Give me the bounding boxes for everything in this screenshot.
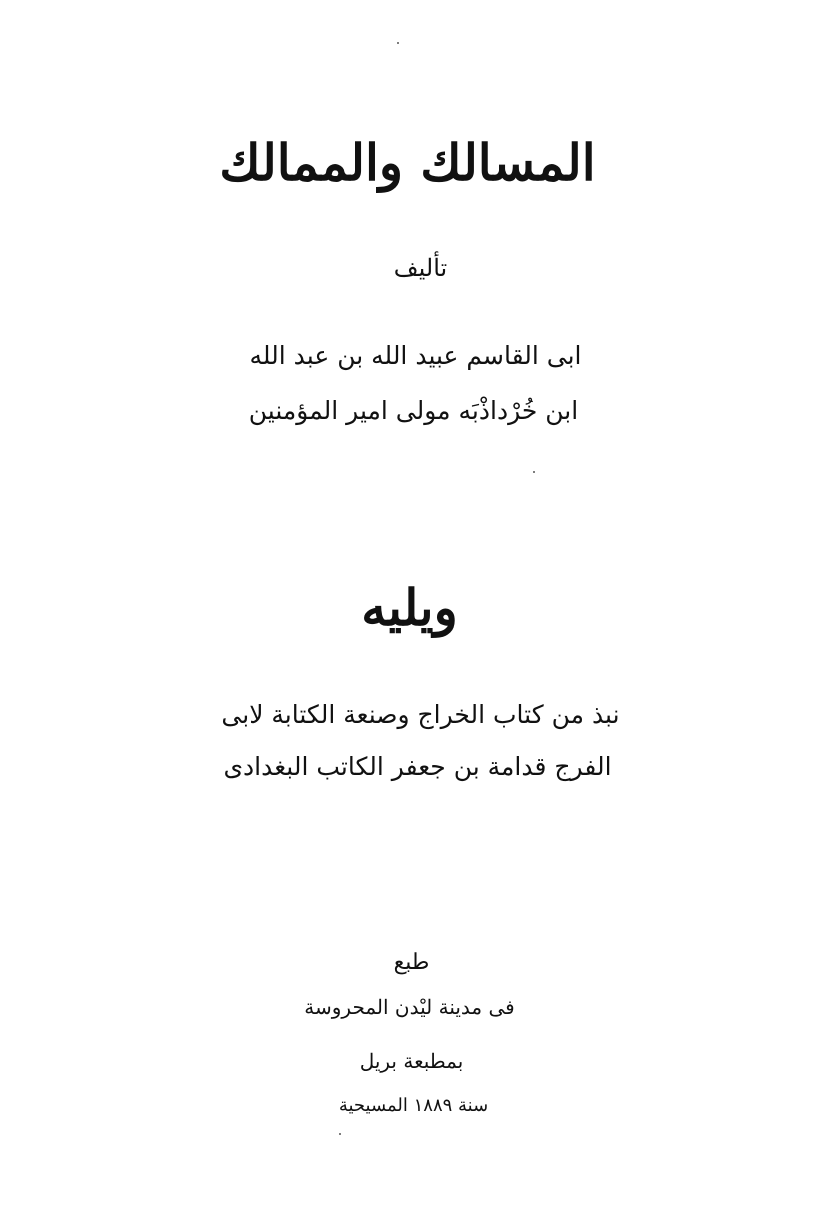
author-name-line-1: ابى القاسم عبيد الله بن عبد الله: [249, 341, 582, 370]
print-speck: [339, 1133, 341, 1135]
print-speck: [533, 471, 535, 473]
printing-city: فى مدينة ليْدن المحروسة: [304, 995, 515, 1019]
followed-by-heading: ويليه: [361, 578, 458, 637]
printing-press: بمطبعة بريل: [359, 1049, 464, 1073]
extract-description-line-2: الفرج قدامة بن جعفر الكاتب البغدادى: [223, 752, 612, 781]
author-name-line-2: ابن خُرْداذْبَه مولى امير المؤمنين: [248, 396, 579, 425]
extract-description-line-1: نبذ من كتاب الخراج وصنعة الكتابة لابى: [221, 700, 620, 729]
printed-label: طبع: [393, 950, 430, 975]
book-title: المسالك والممالك: [219, 133, 596, 192]
print-speck: [397, 42, 399, 44]
authored-by-label: تأليف: [393, 254, 448, 282]
publication-year: سنة ١٨٨٩ المسيحية: [338, 1095, 489, 1116]
